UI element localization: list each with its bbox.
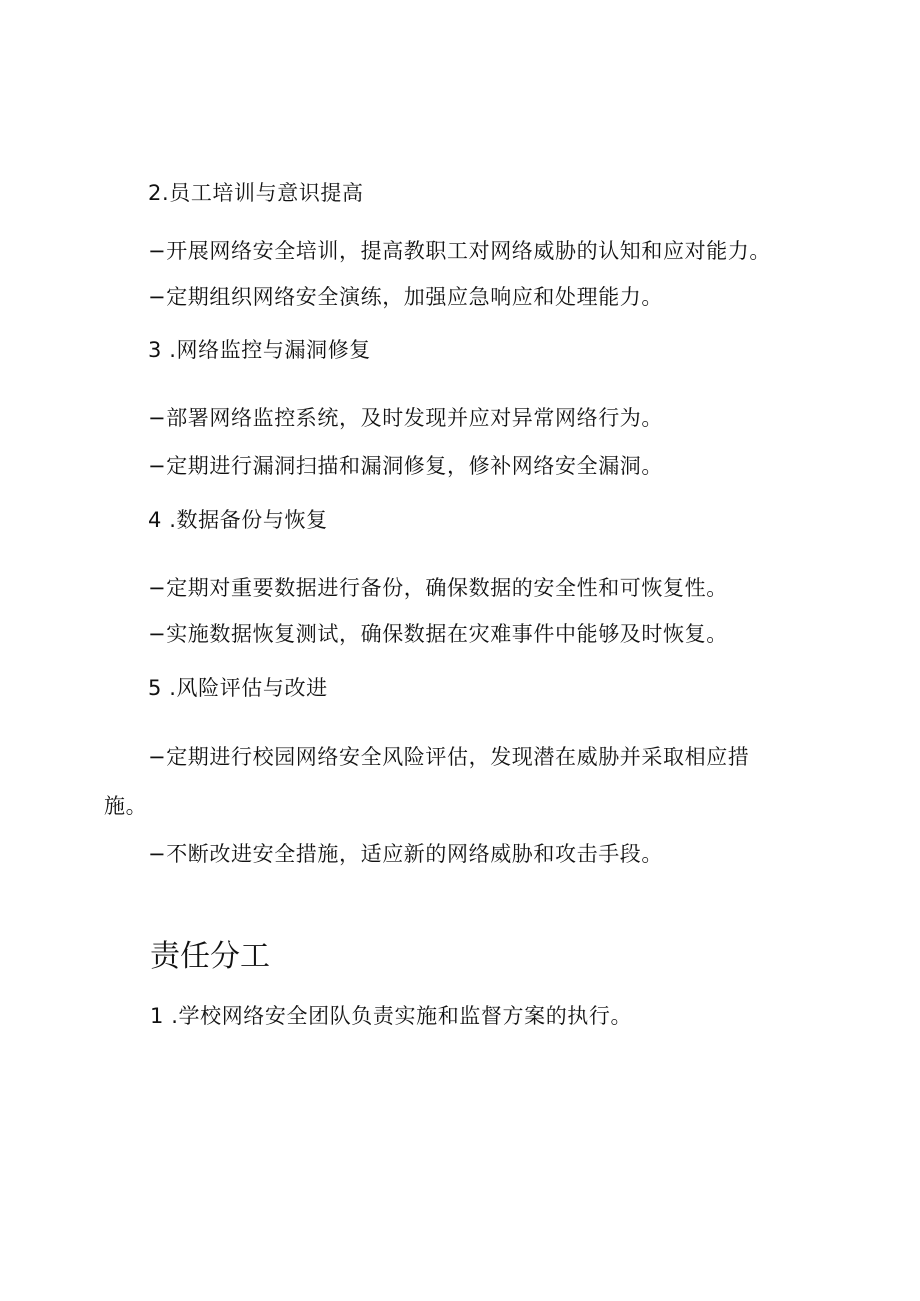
list-item: −部署网络监控系统，及时发现并应对异常网络行为。 <box>148 406 663 430</box>
section-heading-2: 2.员工培训与意识提高 <box>148 181 364 205</box>
list-item: −定期组织网络安全演练，加强应急响应和处理能力。 <box>148 285 663 309</box>
section-heading-4: 4 .数据备份与恢复 <box>148 508 328 532</box>
responsibility-title: 责任分工 <box>150 939 270 974</box>
list-item: −实施数据恢复测试，确保数据在灾难事件中能够及时恢复。 <box>148 622 728 646</box>
list-item: −定期对重要数据进行备份，确保数据的安全性和可恢复性。 <box>148 576 728 600</box>
list-item: −定期进行漏洞扫描和漏洞修复，修补网络安全漏洞。 <box>148 454 663 478</box>
list-item: 1 .学校网络安全团队负责实施和监督方案的执行。 <box>150 1004 633 1028</box>
section-heading-5: 5 .风险评估与改进 <box>148 676 328 700</box>
list-item: −开展网络安全培训，提高教职工对网络威胁的认知和应对能力。 <box>148 239 771 263</box>
list-item: −定期进行校园网络安全风险评估，发现潜在威胁并采取相应措 <box>148 745 750 769</box>
section-heading-3: 3 .网络监控与漏洞修复 <box>148 338 371 362</box>
list-item: −不断改进安全措施，适应新的网络威胁和攻击手段。 <box>148 842 663 866</box>
list-item-continuation: 施。 <box>104 794 148 818</box>
